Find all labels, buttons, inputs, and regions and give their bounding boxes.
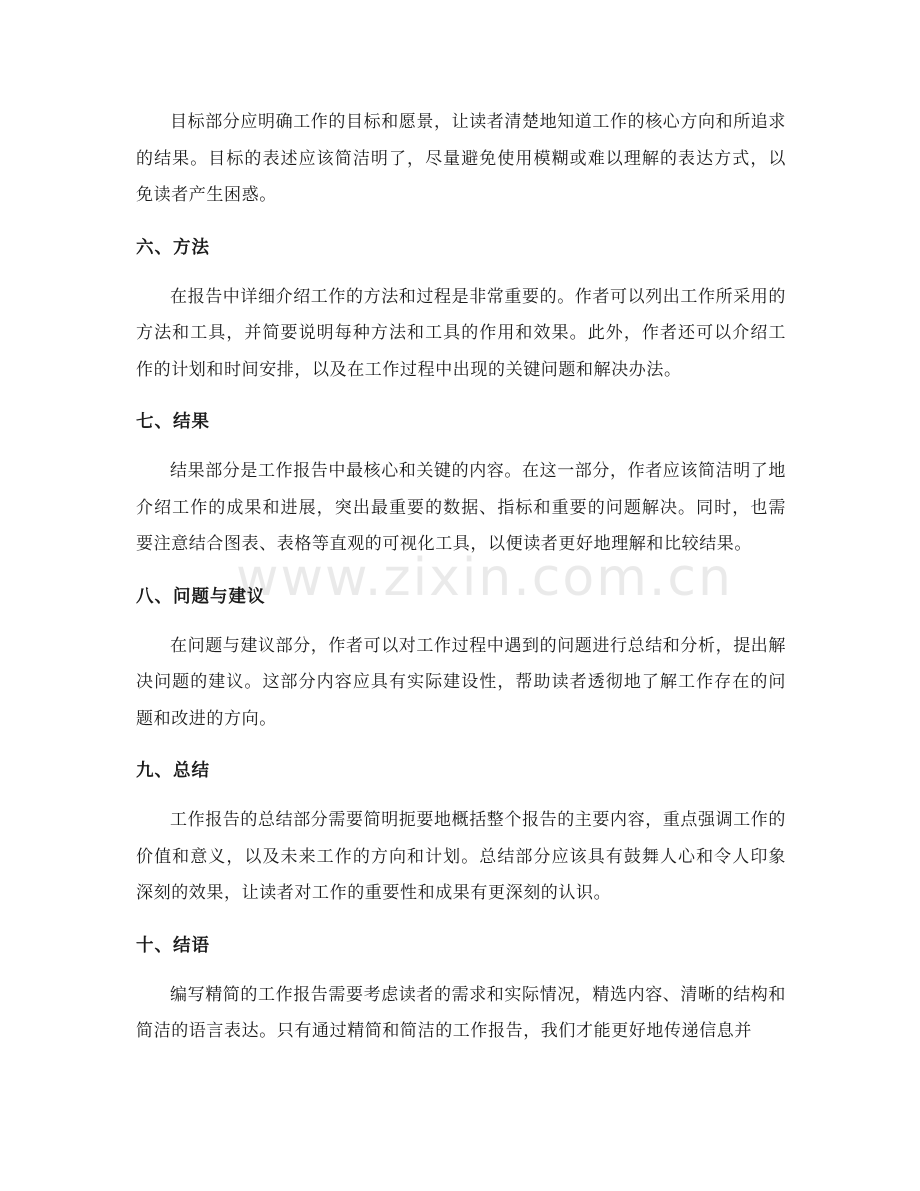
paragraph-results: 结果部分是工作报告中最核心和关键的内容。在这一部分，作者应该简洁明了地介绍工作的成果和进展，突出最重要的数据、指标和重要的问题解决。同时，也需要注意结合图表、表格等直观的可视化工具，以便读者更好地理解和比较结果。 — [136, 461, 786, 554]
section-heading-summary: 九、总结 — [136, 761, 210, 781]
paragraph-goals: 目标部分应明确工作的目标和愿景，让读者清楚地知道工作的核心方向和所追求的结果。目标的表述应该简洁明了，尽量避免使用模糊或难以理解的表达方式，以免读者产生困惑。 — [136, 112, 786, 205]
document-body — [136, 104, 786, 1050]
section-heading-conclusion: 十、结语 — [136, 935, 210, 956]
section-heading-results: 七、结果 — [136, 412, 210, 432]
paragraph-summary: 工作报告的总结部分需要简明扼要地概括整个报告的主要内容，重点强调工作的价值和意义，以及未来工作的方向和计划。总结部分应该具有鼓舞人心和令人印象深刻的效果，让读者对工作的重要性和成果有更深刻的认识。 — [136, 810, 786, 903]
paragraph-issues: 在问题与建议部分，作者可以对工作过程中遇到的问题进行总结和分析，提出解决问题的建议。这部分内容应具有实际建设性，帮助读者透彻地了解工作存在的问题和改进的方向。 — [136, 635, 786, 729]
section-heading-issues: 八、问题与建议 — [136, 586, 266, 607]
paragraph-methods: 在报告中详细介绍工作的方法和过程是非常重要的。作者可以列出工作所采用的方法和工具，并简要说明每种方法和工具的作用和效果。此外，作者还可以介绍工作的计划和时间安排，以及在工作过程中出现的关键问题和解决办法。 — [136, 286, 786, 380]
watermark: www.zixin.com.cn — [236, 548, 733, 608]
paragraph-conclusion: 编写精简的工作报告需要考虑读者的需求和实际情况，精选内容、清晰的结构和简洁的语言表达。只有通过精简和简洁的工作报告，我们才能更好地传递信息并 — [136, 984, 786, 1041]
section-heading-methods: 六、方法 — [136, 237, 210, 258]
